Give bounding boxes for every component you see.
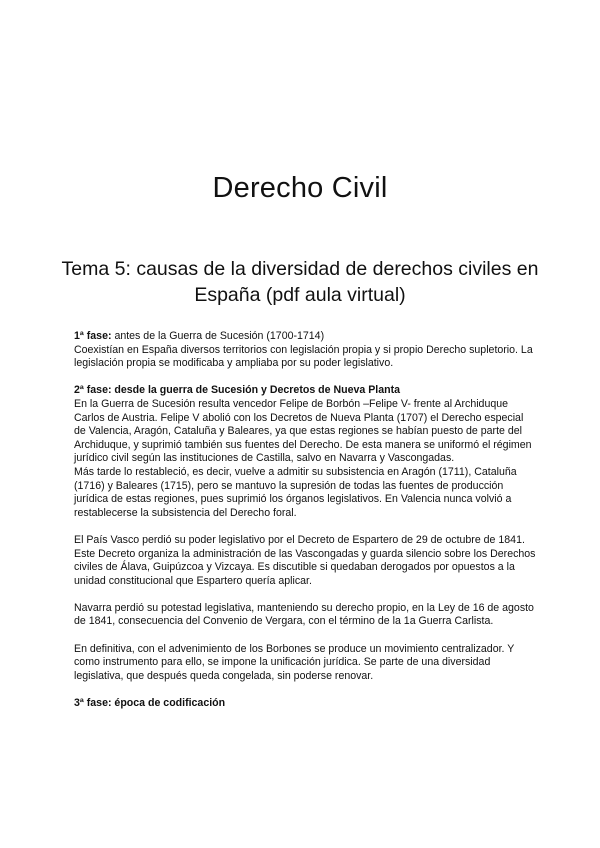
phase-2-paragraph-3: El País Vasco perdió su poder legislativo por el Decreto de Espartero de 29 de octubre de 1841. Este Decreto organiza la administración de las Vascongadas y guarda silencio sobre los Derechos civiles de Álava, Guipúzcoa y Vizcaya. Es discutible si quedaban derogados por opuestos a la unidad constitucional que Espartero quería aplicar.: [74, 533, 536, 587]
phase-1-heading-line: [74, 330, 536, 344]
document-body: [74, 330, 536, 724]
phase-1-heading-rest: antes de la Guerra de Sucesión (1700-1714): [111, 330, 325, 342]
phase-2-paragraph-2: Más tarde lo restableció, es decir, vuelve a admitir su subsistencia en Aragón (1711), Cataluña (1716) y Baleares (1715), pero se mantuvo la supresión de todas las fuentes de producción jurídica de estas regiones, pues suprimió los órganos legislativos. En Valencia nunca volvió a restablecerse la subsistencia del Derecho foral.: [74, 465, 517, 519]
paragraph-gap: [74, 520, 536, 534]
phase-1-heading: 1ª fase:: [74, 330, 112, 342]
phase-2-heading: 2ª fase: desde la guerra de Sucesión y Decretos de Nueva Planta: [74, 384, 400, 397]
phase-3-heading-line: [74, 697, 536, 711]
phase-1-section: [74, 330, 536, 371]
paragraph-gap: [74, 629, 536, 643]
document-title: Derecho Civil: [212, 172, 388, 204]
paragraph-gap: [74, 588, 536, 602]
phase-2-section: [74, 384, 536, 683]
phase-1-paragraph: Coexistían en España diversos territorios con legislación propia y si propio Derecho supletorio. La legislación propia se modificaba y ampliaba por su poder legislativo.: [74, 343, 533, 370]
phase-3-section: [74, 697, 536, 711]
document-subtitle: Tema 5: causas de la diversidad de derechos civiles en España (pdf aula virtual): [61, 258, 539, 306]
phase-2-heading-line: [74, 384, 536, 398]
phase-2-paragraph-1: En la Guerra de Sucesión resulta vencedor Felipe de Borbón –Felipe V- frente al Archiduque Carlos de Austria. Felipe V abolió con los Decretos de Nueva Planta (1707) el Derecho especial de Valencia, Aragón, Cataluña y Baleares, ya que estas regiones se habían puesto de parte del Archiduque, y suprimió también sus fuentes del Derecho. De esta manera se uniformó el régimen jurídico civil según las instituciones de Castilla, salvo en Navarra y Vascongadas.: [74, 397, 532, 465]
phase-3-heading: 3ª fase: época de codificación: [74, 697, 226, 710]
phase-2-paragraph-4: Navarra perdió su potestad legislativa, manteniendo su derecho propio, en la Ley de 16 de agosto de 1841, consecuencia del Convenio de Vergara, con el término de la 1a Guerra Carlista.: [74, 601, 534, 628]
phase-2-paragraph-5: En definitiva, con el advenimiento de los Borbones se produce un movimiento centralizador. Y como instrumento para ello, se impone la unificación jurídica. Se parte de una diversidad legislativa, que después queda congelada, sin poderse renovar.: [74, 642, 515, 682]
